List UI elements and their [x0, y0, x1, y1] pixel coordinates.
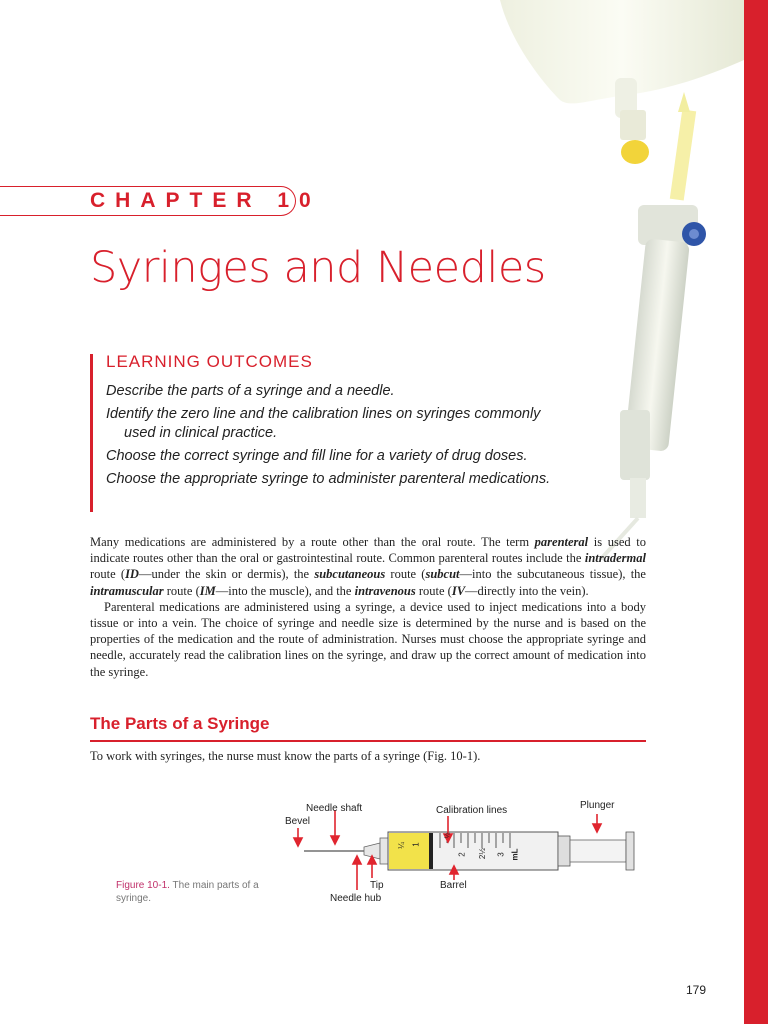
section-heading: The Parts of a Syringe [90, 714, 270, 733]
scale-ml: mL [510, 848, 520, 861]
intro-paragraph-1 [90, 534, 646, 599]
scale-two: 2 [457, 852, 467, 857]
chapter-label: CHAPTER 10 [90, 189, 321, 212]
text-run: route ( [163, 583, 200, 598]
text-run: —into the subcutaneous tissue), the [459, 567, 646, 582]
figure-caption [116, 879, 286, 905]
chapter-title: Syringes and Needles [90, 243, 546, 293]
abbr-subcut: subcut [425, 567, 460, 582]
text-run: is used to indicate routes other than the oral or gastrointestinal route. Common parenteral routes include the [90, 535, 646, 566]
learning-outcomes-list [106, 382, 566, 493]
figure-caption-text: The main parts of a syringe. [116, 880, 259, 904]
label-bevel: Bevel [285, 816, 311, 827]
term-intradermal: intradermal [584, 551, 646, 566]
label-needle-shaft: Needle shaft [306, 803, 363, 814]
abbr-iv: IV [451, 583, 466, 598]
learning-outcomes-heading: LEARNING OUTCOMES [106, 352, 313, 371]
syringe-figure [284, 796, 644, 908]
term-subcutaneous: subcutaneous [314, 567, 386, 582]
term-parenteral: parenteral [534, 535, 589, 549]
section-text: To work with syringes, the nurse must know the parts of a syringe (Fig. 10-1). [90, 749, 481, 763]
scale-one: 1 [411, 842, 421, 847]
figure-number: Figure 10-1. [116, 880, 170, 891]
text-run: —directly into the vein). [465, 583, 589, 598]
page-number: 179 [686, 983, 707, 997]
scale-two-half: 2½ [478, 847, 488, 860]
learning-outcomes-bar [90, 354, 93, 512]
learning-outcome-item: Choose the correct syringe and fill line for a variety of drug doses. [106, 448, 528, 464]
label-barrel: Barrel [440, 880, 467, 891]
term-intravenous: intravenous [354, 583, 416, 598]
term-intramuscular: intramuscular [90, 583, 164, 598]
text-run: —under the skin or dermis), the [138, 567, 315, 582]
section-rule [90, 740, 646, 742]
abbr-im: IM [199, 583, 216, 598]
text-run: route ( [385, 567, 426, 582]
learning-outcome-item: Describe the parts of a syringe and a needle. [106, 383, 395, 399]
text-run: route ( [415, 583, 452, 598]
intro-paragraph-2: Parenteral medications are administered using a syringe, a device used to inject medications into a body tissue or into a vein. The choice of syringe and needle size is determined by the nurse and is based on the properties of the medication and the route of administration. Nurses must choose the appropriate syringe and needle, accurately read the calibration lines on the syringe, and draw up the correct amount of medication into the syringe. [90, 599, 646, 679]
scale-three: 3 [496, 852, 506, 857]
scale-half: ½ [444, 832, 452, 839]
label-tip: Tip [370, 880, 384, 891]
text-run: route ( [90, 567, 126, 582]
learning-outcome-item: Identify the zero line and the calibration lines on syringes commonly used in clinical practice. [106, 406, 541, 441]
abbr-id: ID [125, 567, 139, 582]
learning-outcome-item: Choose the appropriate syringe to administer parenteral medications. [106, 471, 551, 487]
page-edge-bar [744, 0, 768, 1024]
text-run: Many medications are administered by a route other than the oral route. The term [90, 535, 535, 549]
scale-quarter: ¼ [396, 842, 406, 849]
label-calibration-lines: Calibration lines [436, 805, 508, 816]
label-plunger: Plunger [580, 800, 615, 811]
intro-text [90, 534, 646, 680]
label-needle-hub: Needle hub [330, 893, 382, 904]
text-run: —into the muscle), and the [215, 583, 355, 598]
